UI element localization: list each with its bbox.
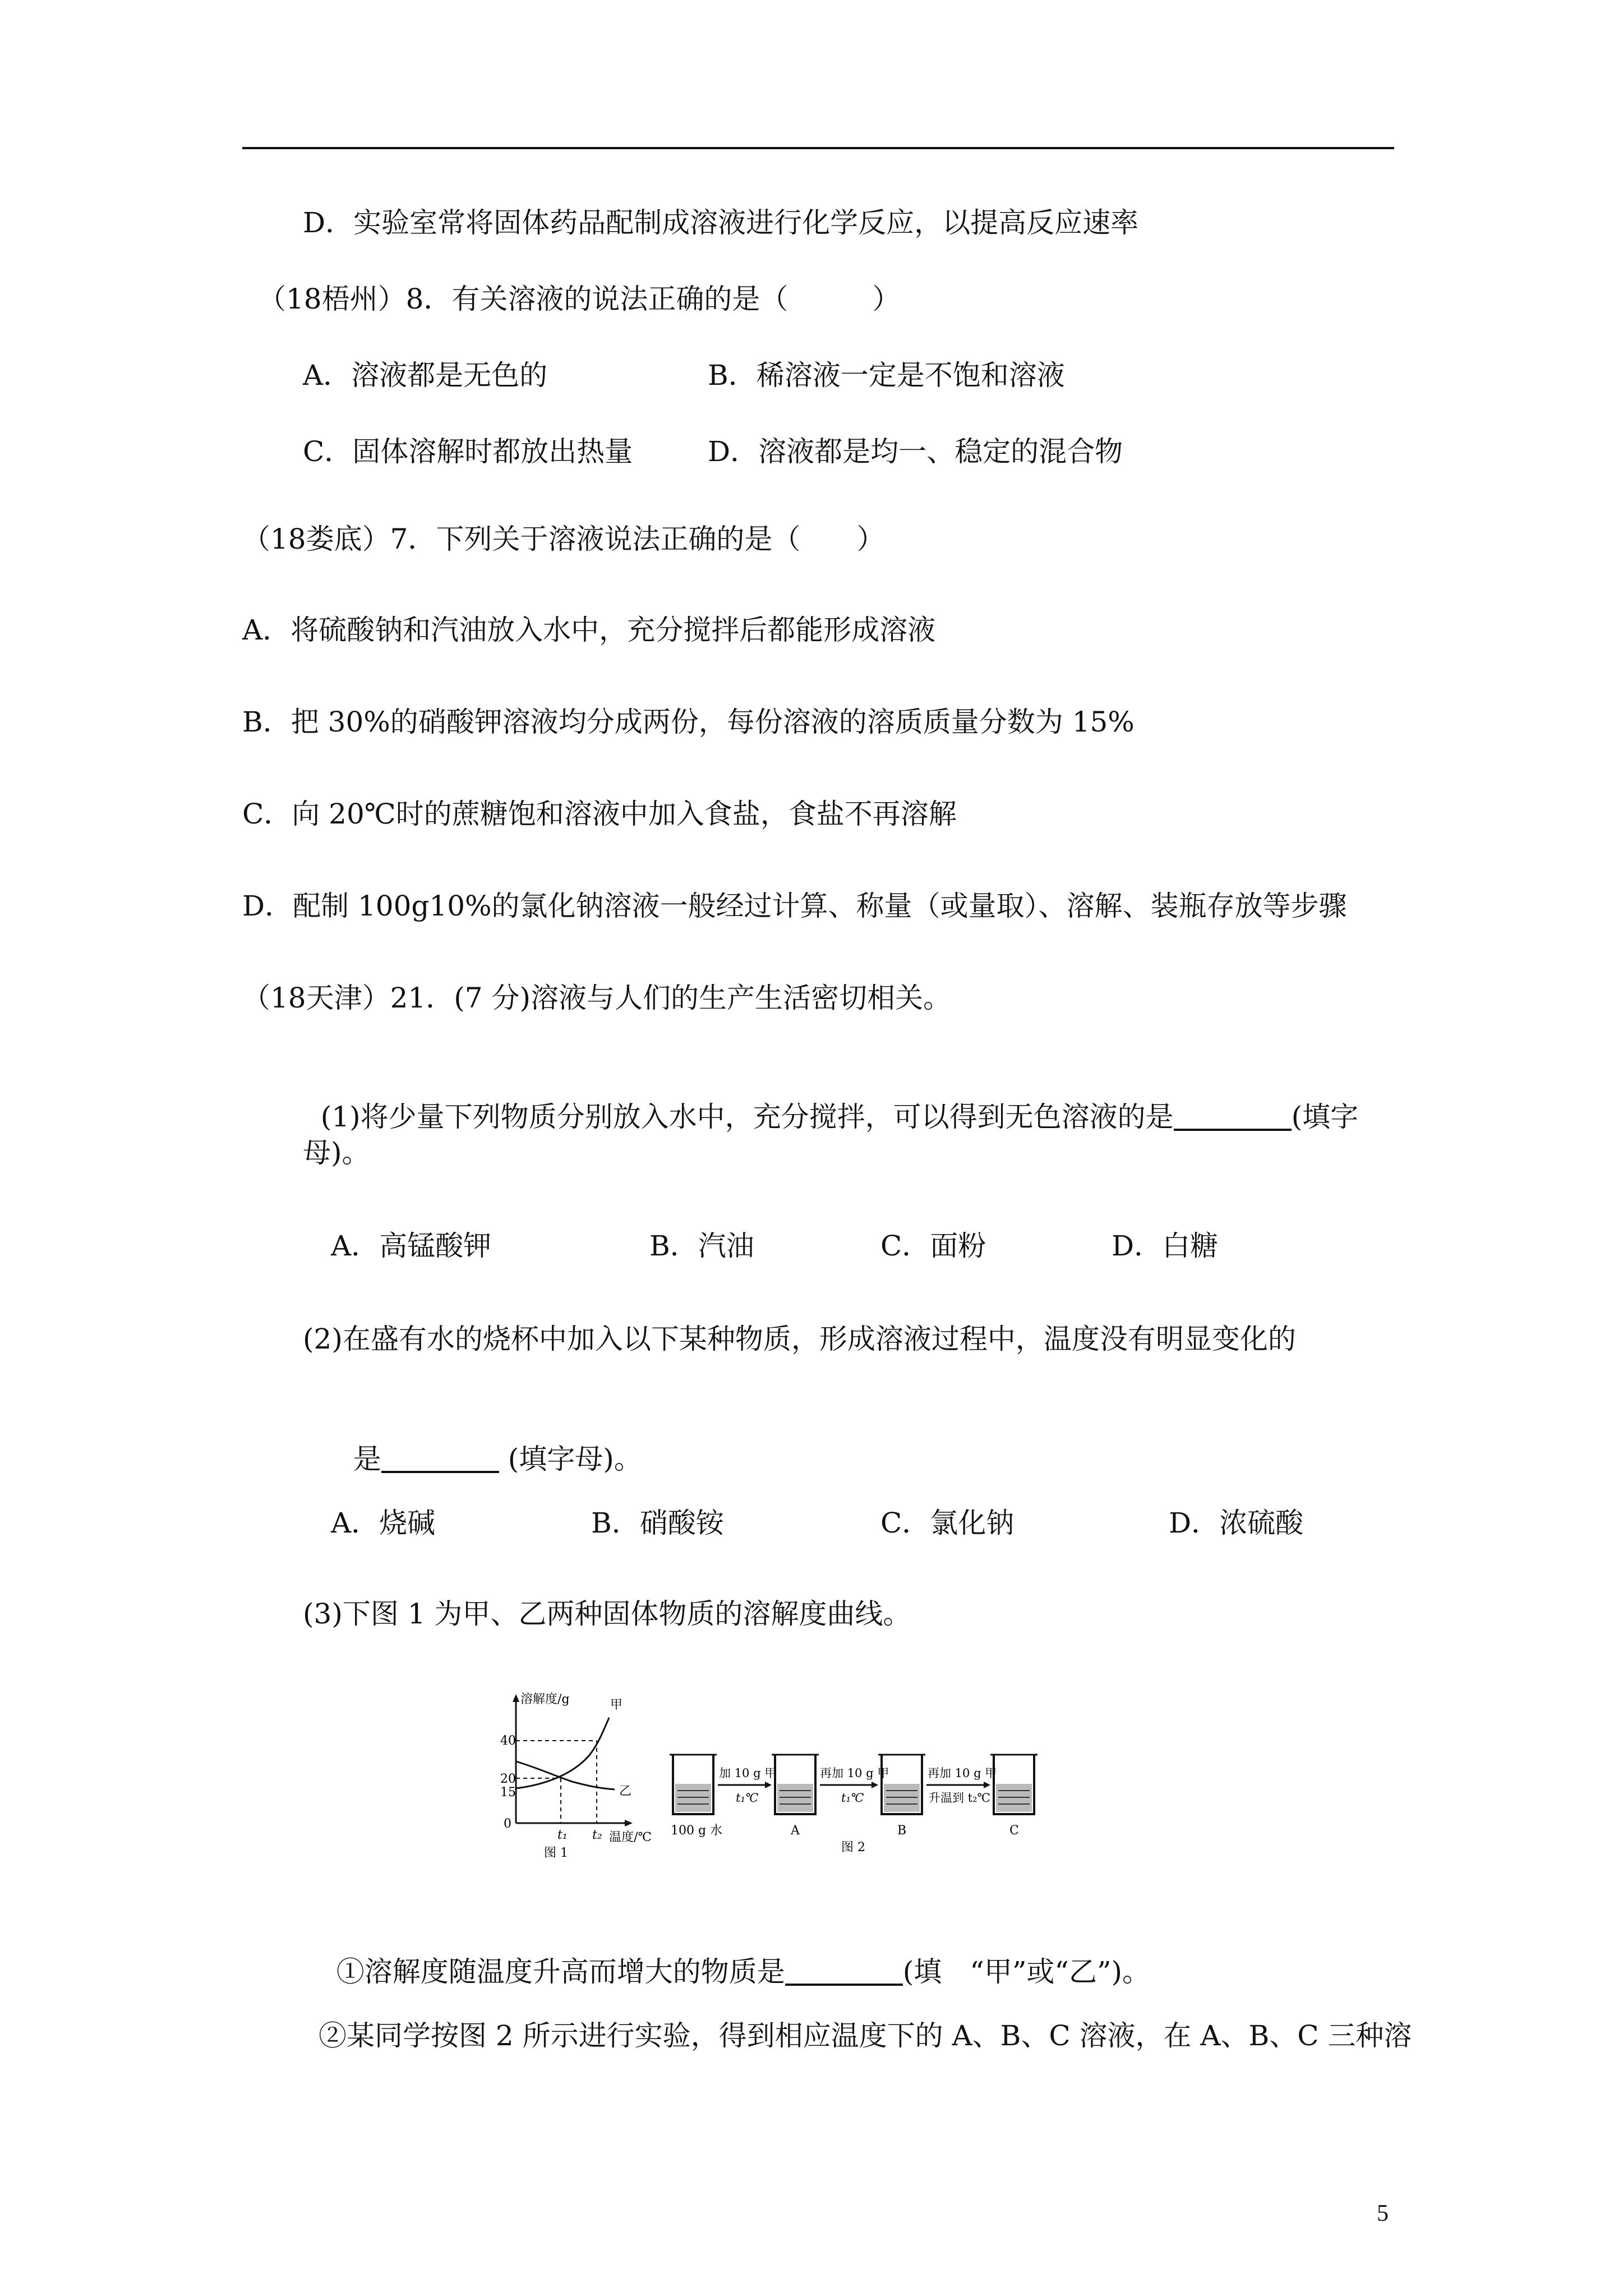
q21-part2-option-a: A．烧碱 <box>331 1507 436 1539</box>
q21-part1-tail: (填字 <box>1291 1101 1359 1133</box>
q8-option-b: B．稀溶液一定是不饱和溶液 <box>708 359 1065 392</box>
figure-2 <box>670 1755 1038 1855</box>
arrowhead-2 <box>872 1782 878 1788</box>
beaker-water <box>670 1755 717 1814</box>
q21-part3-sub2: ②某同学按图 2 所示进行实验，得到相应温度下的 A、B、C 溶液，在 A、B、C 三种溶 <box>319 2019 1412 2052</box>
arrowhead-3 <box>984 1782 990 1788</box>
x-axis-label: 温度/℃ <box>609 1830 652 1844</box>
figure-1 <box>500 1692 652 1860</box>
q21-part1-wrap: 母)。 <box>303 1137 370 1169</box>
q21-part1-option-c: C．面粉 <box>880 1230 986 1262</box>
answer-blank-2[interactable] <box>381 1445 499 1473</box>
step-2-top: 再加 10 g 甲 <box>820 1766 889 1780</box>
q21-part2-option-b: B．硝酸铵 <box>591 1507 724 1539</box>
q8-option-d: D．溶液都是均一、稳定的混合物 <box>708 435 1123 468</box>
y-axis-arrow <box>513 1694 519 1702</box>
step-1-bottom: t₁℃ <box>736 1791 759 1805</box>
label-100g-water: 100 g 水 <box>671 1824 723 1838</box>
step-3-bottom: 升温到 t₂℃ <box>929 1791 991 1805</box>
beaker-b <box>878 1755 925 1814</box>
x-axis-arrow <box>625 1820 633 1826</box>
q21-part2-answer-line <box>335 1417 642 1473</box>
q7b-option-b: B．把 30%的硝酸钾溶液均分成两份，每份溶液的溶质质量分数为 15% <box>242 706 1135 738</box>
q7b-option-c: C．向 20℃时的蔗糖饱和溶液中加入食盐，食盐不再溶解 <box>242 798 957 830</box>
y-tick-0: 0 <box>504 1817 511 1831</box>
q21-part3-sub1-tail: (填 “甲”或“乙”)。 <box>902 1955 1151 1988</box>
step-2-bottom: t₁℃ <box>841 1791 864 1805</box>
label-yi: 乙 <box>619 1784 632 1798</box>
caption-fig1: 图 1 <box>544 1846 568 1860</box>
solubility-figure <box>482 1683 1211 1868</box>
y-tick-20: 20 <box>500 1772 516 1786</box>
label-b: B <box>897 1824 907 1838</box>
q21-part3-sub1-text: ①溶解度随温度升高而增大的物质是 <box>336 1955 785 1988</box>
q21-part2-option-c: C．氯化钠 <box>880 1507 1015 1539</box>
beaker-a <box>772 1755 819 1814</box>
y-tick-40: 40 <box>500 1734 516 1748</box>
q21-stem: （18天津）21．(7 分)溶液与人们的生产生活密切相关。 <box>242 982 951 1014</box>
q21-part1-option-a: A．高锰酸钾 <box>331 1230 492 1262</box>
q8-option-a: A．溶液都是无色的 <box>303 359 548 392</box>
answer-blank-1[interactable] <box>1174 1103 1292 1131</box>
q21-part1-question <box>303 1075 1358 1131</box>
answer-blank-3[interactable] <box>785 1958 903 1986</box>
q7b-stem: （18娄底）7．下列关于溶液说法正确的是（ ） <box>242 523 885 555</box>
caption-fig2: 图 2 <box>841 1841 865 1855</box>
beaker-c <box>990 1755 1038 1814</box>
step-1-top: 加 10 g 甲 <box>719 1766 777 1780</box>
x-tick-t2: t₂ <box>592 1828 602 1842</box>
q21-part1-text: (1)将少量下列物质分别放入水中，充分搅拌，可以得到无色溶液的是 <box>320 1101 1174 1133</box>
q21-part1-option-b: B．汽油 <box>649 1230 754 1262</box>
q7b-option-d: D．配制 100g10%的氯化钠溶液一般经过计算、称量（或量取）、溶解、装瓶存放等步骤 <box>242 890 1347 922</box>
arrowhead-1 <box>765 1782 772 1788</box>
q21-part1-option-d: D．白糖 <box>1112 1230 1219 1262</box>
q21-part2-prefix: 是 <box>353 1443 381 1475</box>
label-c: C <box>1009 1824 1019 1838</box>
y-tick-15: 15 <box>500 1786 516 1800</box>
y-axis-label: 溶解度/g <box>520 1692 570 1706</box>
q7b-option-a: A．将硫酸钠和汽油放入水中，充分搅拌后都能形成溶液 <box>242 614 936 646</box>
q7-option-d: D．实验室常将固体药品配制成溶液进行化学反应，以提高反应速率 <box>303 206 1139 239</box>
header-rule <box>242 147 1394 149</box>
q8-stem: （18梧州）8．有关溶液的说法正确的是（ ） <box>258 283 901 315</box>
q21-part3-intro: (3)下图 1 为甲、乙两种固体物质的溶解度曲线。 <box>303 1598 911 1630</box>
q21-part3-sub1 <box>319 1930 1150 1986</box>
x-tick-t1: t₁ <box>557 1828 568 1842</box>
q8-option-c: C．固体溶解时都放出热量 <box>303 435 633 468</box>
label-jia: 甲 <box>610 1698 623 1712</box>
label-a: A <box>791 1824 800 1838</box>
step-3-top: 再加 10 g 甲 <box>928 1766 997 1780</box>
page-number: 5 <box>1377 2201 1389 2226</box>
q21-part2-option-d: D．浓硫酸 <box>1169 1507 1304 1539</box>
q21-part2-question: (2)在盛有水的烧杯中加入以下某种物质，形成溶液过程中，温度没有明显变化的 <box>303 1323 1296 1355</box>
q21-part2-suffix: (填字母)。 <box>499 1443 642 1475</box>
